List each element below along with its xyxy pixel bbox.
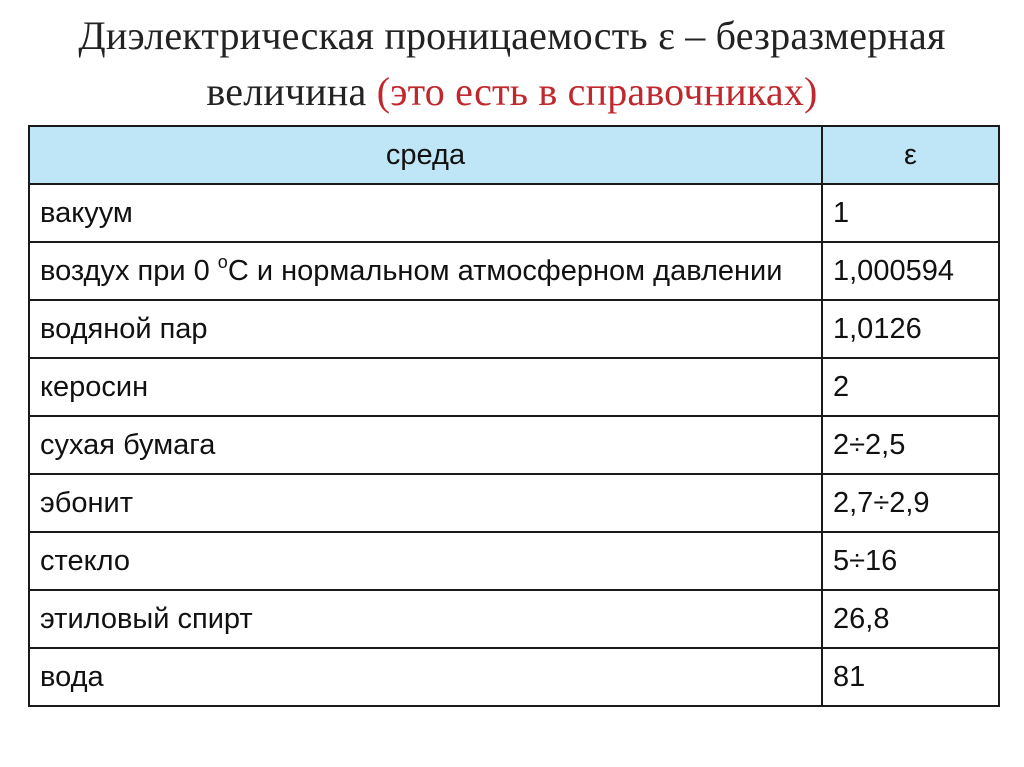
epsilon-cell: 26,8 xyxy=(822,590,999,648)
medium-cell: керосин xyxy=(29,358,822,416)
epsilon-cell: 2,7÷2,9 xyxy=(822,474,999,532)
epsilon-cell: 1 xyxy=(822,184,999,242)
degree-superscript: о xyxy=(217,252,228,272)
table-row xyxy=(29,242,999,300)
table-row xyxy=(29,474,999,532)
title-reference-note: (это есть в справочниках) xyxy=(376,69,818,114)
title-line-1: Диэлектрическая проницаемость ε – безразмерная xyxy=(78,13,946,58)
epsilon-cell: 81 xyxy=(822,648,999,706)
table-row xyxy=(29,590,999,648)
medium-text-part: воздух при 0 xyxy=(40,255,218,287)
medium-cell: водяной пар xyxy=(29,300,822,358)
epsilon-cell: 2÷2,5 xyxy=(822,416,999,474)
medium-cell: стекло xyxy=(29,532,822,590)
column-header-medium: среда xyxy=(29,126,822,184)
table-row xyxy=(29,648,999,706)
medium-cell: вода xyxy=(29,648,822,706)
medium-cell: сухая бумага xyxy=(29,416,822,474)
epsilon-cell: 1,000594 xyxy=(822,242,999,300)
table-row xyxy=(29,300,999,358)
epsilon-cell: 2 xyxy=(822,358,999,416)
slide-title xyxy=(0,8,1024,120)
epsilon-cell: 5÷16 xyxy=(822,532,999,590)
title-line-2-main: величина xyxy=(206,69,367,114)
table-header-row xyxy=(29,126,999,184)
table-row xyxy=(29,184,999,242)
medium-cell: этиловый спирт xyxy=(29,590,822,648)
medium-cell xyxy=(29,242,822,300)
title-line-2 xyxy=(0,64,1024,120)
medium-text-part: С и нормальном атмосферном давлении xyxy=(227,255,783,287)
permittivity-table xyxy=(28,125,1000,707)
epsilon-cell: 1,0126 xyxy=(822,300,999,358)
table-row xyxy=(29,532,999,590)
permittivity-table-container xyxy=(28,125,998,707)
table-row xyxy=(29,416,999,474)
medium-cell: вакуум xyxy=(29,184,822,242)
medium-cell: эбонит xyxy=(29,474,822,532)
column-header-epsilon: ε xyxy=(822,126,999,184)
table-row xyxy=(29,358,999,416)
